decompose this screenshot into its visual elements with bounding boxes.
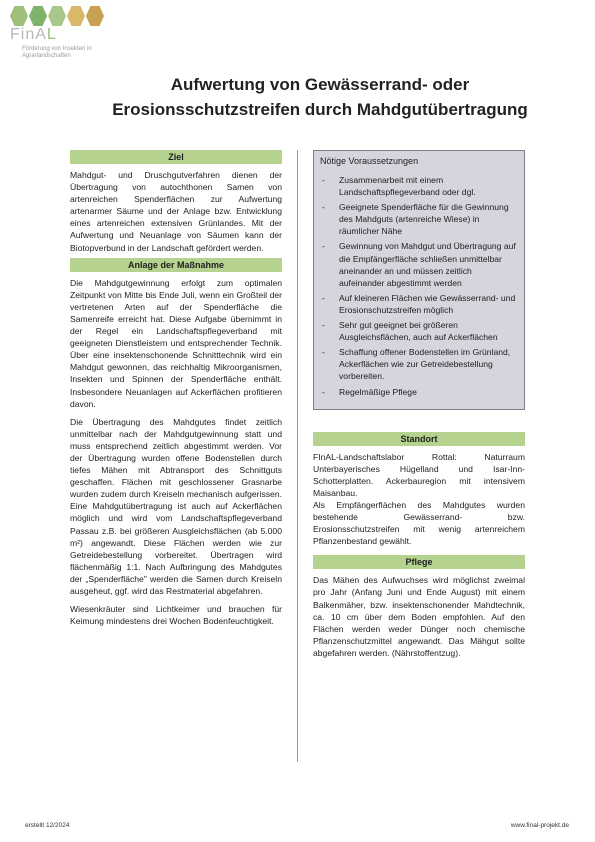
brand-suffix: L xyxy=(46,26,57,43)
column-divider xyxy=(297,150,298,762)
page-title: Aufwertung von Gewässerrand- oder Erosionsschutzstreifen durch Mahdgutübertragung xyxy=(112,75,528,119)
section-heading-pflege: Pflege xyxy=(313,555,525,569)
anlage-paragraph-2: Die Übertragung des Mahdgutes findet zeitlich unmittelbar nach der Mahdgutgewinnung statt und muss entsprechend zeitlich abgestimmt werden. Vor der Übertragung wurden offene Bodenstellen durch tiefes Mähen mit Abtransport des Schnittguts geschaffen. Flächen mit geschlossener Grasnarbe wurden zudem durch Kreiseln mechanisch aufgerissen. Eine Mahdgutübertragung ist auch auf Ackerflächen möglich und wird vom Landschaftspflegeverband Passau z.B. bei größeren Ausgleichsflächen (ab 5.000 m²) angewandt. Diese Flächen werden wie zur Getreidebestellung vorbereitet. Übertragen wird flächenmäßig 1:1. Nach Aufbringung des Mahdgutes der „Spenderfläche" werden die Samen durch Kreiseln ausgeheut, ggf. wird das Restmaterial abgefahren. xyxy=(70,416,282,596)
list-item: - Regelmäßige Pflege xyxy=(320,386,518,398)
anlage-paragraph-3: Wiesenkräuter sind Lichtkeimer und brauchen für Keimung mindestens drei Wochen Bodenfeuchtigkeit. xyxy=(70,604,282,627)
right-column xyxy=(313,150,525,659)
standort-paragraph-2: Als Empfängerflächen des Mahdgutes wurden bestehende Gewässerrand- bzw. Erosionsschutzstreifen mit wenig artenreichem Pflanzenbestand gewählt. xyxy=(313,499,525,547)
brand-name xyxy=(10,26,57,44)
left-column xyxy=(70,150,282,627)
ziel-text: Mahdgut- und Druschgutverfahren dienen der Übertragung von autochthonen Samen von artenreichen Spenderflächen zur Aufwertung artenarmer Säume und der Anlage bzw. Entwicklung eines artenreichen extensiven Grünlandes. Mit der Aufwertung und Neuanlage von Säumen kann der Biotopverbund in der Landschaft gefördert werden. xyxy=(70,170,282,253)
standort-paragraph-1: FInAL-Landschaftslabor Rottal: Naturraum Unterbayerisches Hügelland und Isar-Inn-Schotterplatten. Ackerbauregion mit intensivem Maisanbau. xyxy=(313,451,525,498)
website-link[interactable]: www.final-projekt.de xyxy=(510,822,569,829)
list-item: - Zusammenarbeit mit einem Landschaftspflegeverband oder dgl. xyxy=(320,174,518,198)
created-date: erstellt 12/2024 xyxy=(25,822,70,829)
hexagon-icon xyxy=(86,6,104,26)
list-item: - Gewinnung von Mahdgut und Übertragung auf die Empfängerfläche schließen unmittelbar aneinander an und müssen zeitlich aufeinander abgestimmt werden xyxy=(320,240,518,288)
hexagon-icon xyxy=(10,6,28,26)
brand-tagline: Förderung von Insekten in Agrarlandschaften xyxy=(22,46,92,59)
pflege-text: Das Mähen des Aufwuchses wird möglichst zweimal pro Jahr (Anfang Juni und Ende August) mit einem Balkenmäher, bzw. insektenschonender Mahdtechnik, ca. 10 cm über dem Boden empfohlen. Auf den Flächen werden weder Dünger noch chemische Pflanzenschutzmittel angewandt. Das Mähgut sollte abgefahren werden. (Nährstoffentzug). xyxy=(313,575,525,658)
prerequisites-list xyxy=(320,174,518,398)
list-item: - Sehr gut geeignet bei größeren Ausgleichsflächen, auch auf Ackerflächen xyxy=(320,319,518,343)
brand-prefix: FinA xyxy=(10,26,47,43)
hexagon-icon xyxy=(29,6,47,26)
list-item: - Geeignete Spenderfläche für die Gewinnung des Mahdguts (artenreiche Wiese) in räumlicher Nähe xyxy=(320,201,518,237)
hexagon-icon xyxy=(67,6,85,26)
list-item: - Schaffung offener Bodenstellen im Grünland, Ackerflächen wie zur Getreidebestellung vorbereiten. xyxy=(320,346,518,382)
hexagon-icon xyxy=(48,6,66,26)
anlage-paragraph-1: Die Mahdgutgewinnung erfolgt zum optimalen Zeitpunkt von Mitte bis Ende Juli, wenn ein Großteil der vertretenen Arten auf der Spenderfläche die Samenreife erreicht hat. Diese Aufgabe übernimmt in der Regel ein Landschaftspflegeverband mit geeigneten Dienstleistern und entsprechender Technik. Über eine insektenschonende Schnitttechnik wird ein Mahdgut gewonnen, das reichhaltig Mikroorganismen, Insekten und Spinnen der Spenderfläche enthält. Insbesondere Neuanlagen auf Ackerflächen profitieren davon. xyxy=(70,277,282,409)
list-item: - Auf kleineren Flächen wie Gewässerrand- und Erosionschutzstreifen möglich xyxy=(320,292,518,316)
section-heading-anlage: Anlage der Maßnahme xyxy=(70,258,282,272)
section-heading-ziel: Ziel xyxy=(70,150,282,164)
prerequisites-box xyxy=(313,150,525,410)
hexagon-icons xyxy=(10,6,120,28)
prerequisites-title: Nötige Voraussetzungen xyxy=(320,156,419,166)
section-heading-standort: Standort xyxy=(313,432,525,446)
final-logo xyxy=(10,6,120,64)
